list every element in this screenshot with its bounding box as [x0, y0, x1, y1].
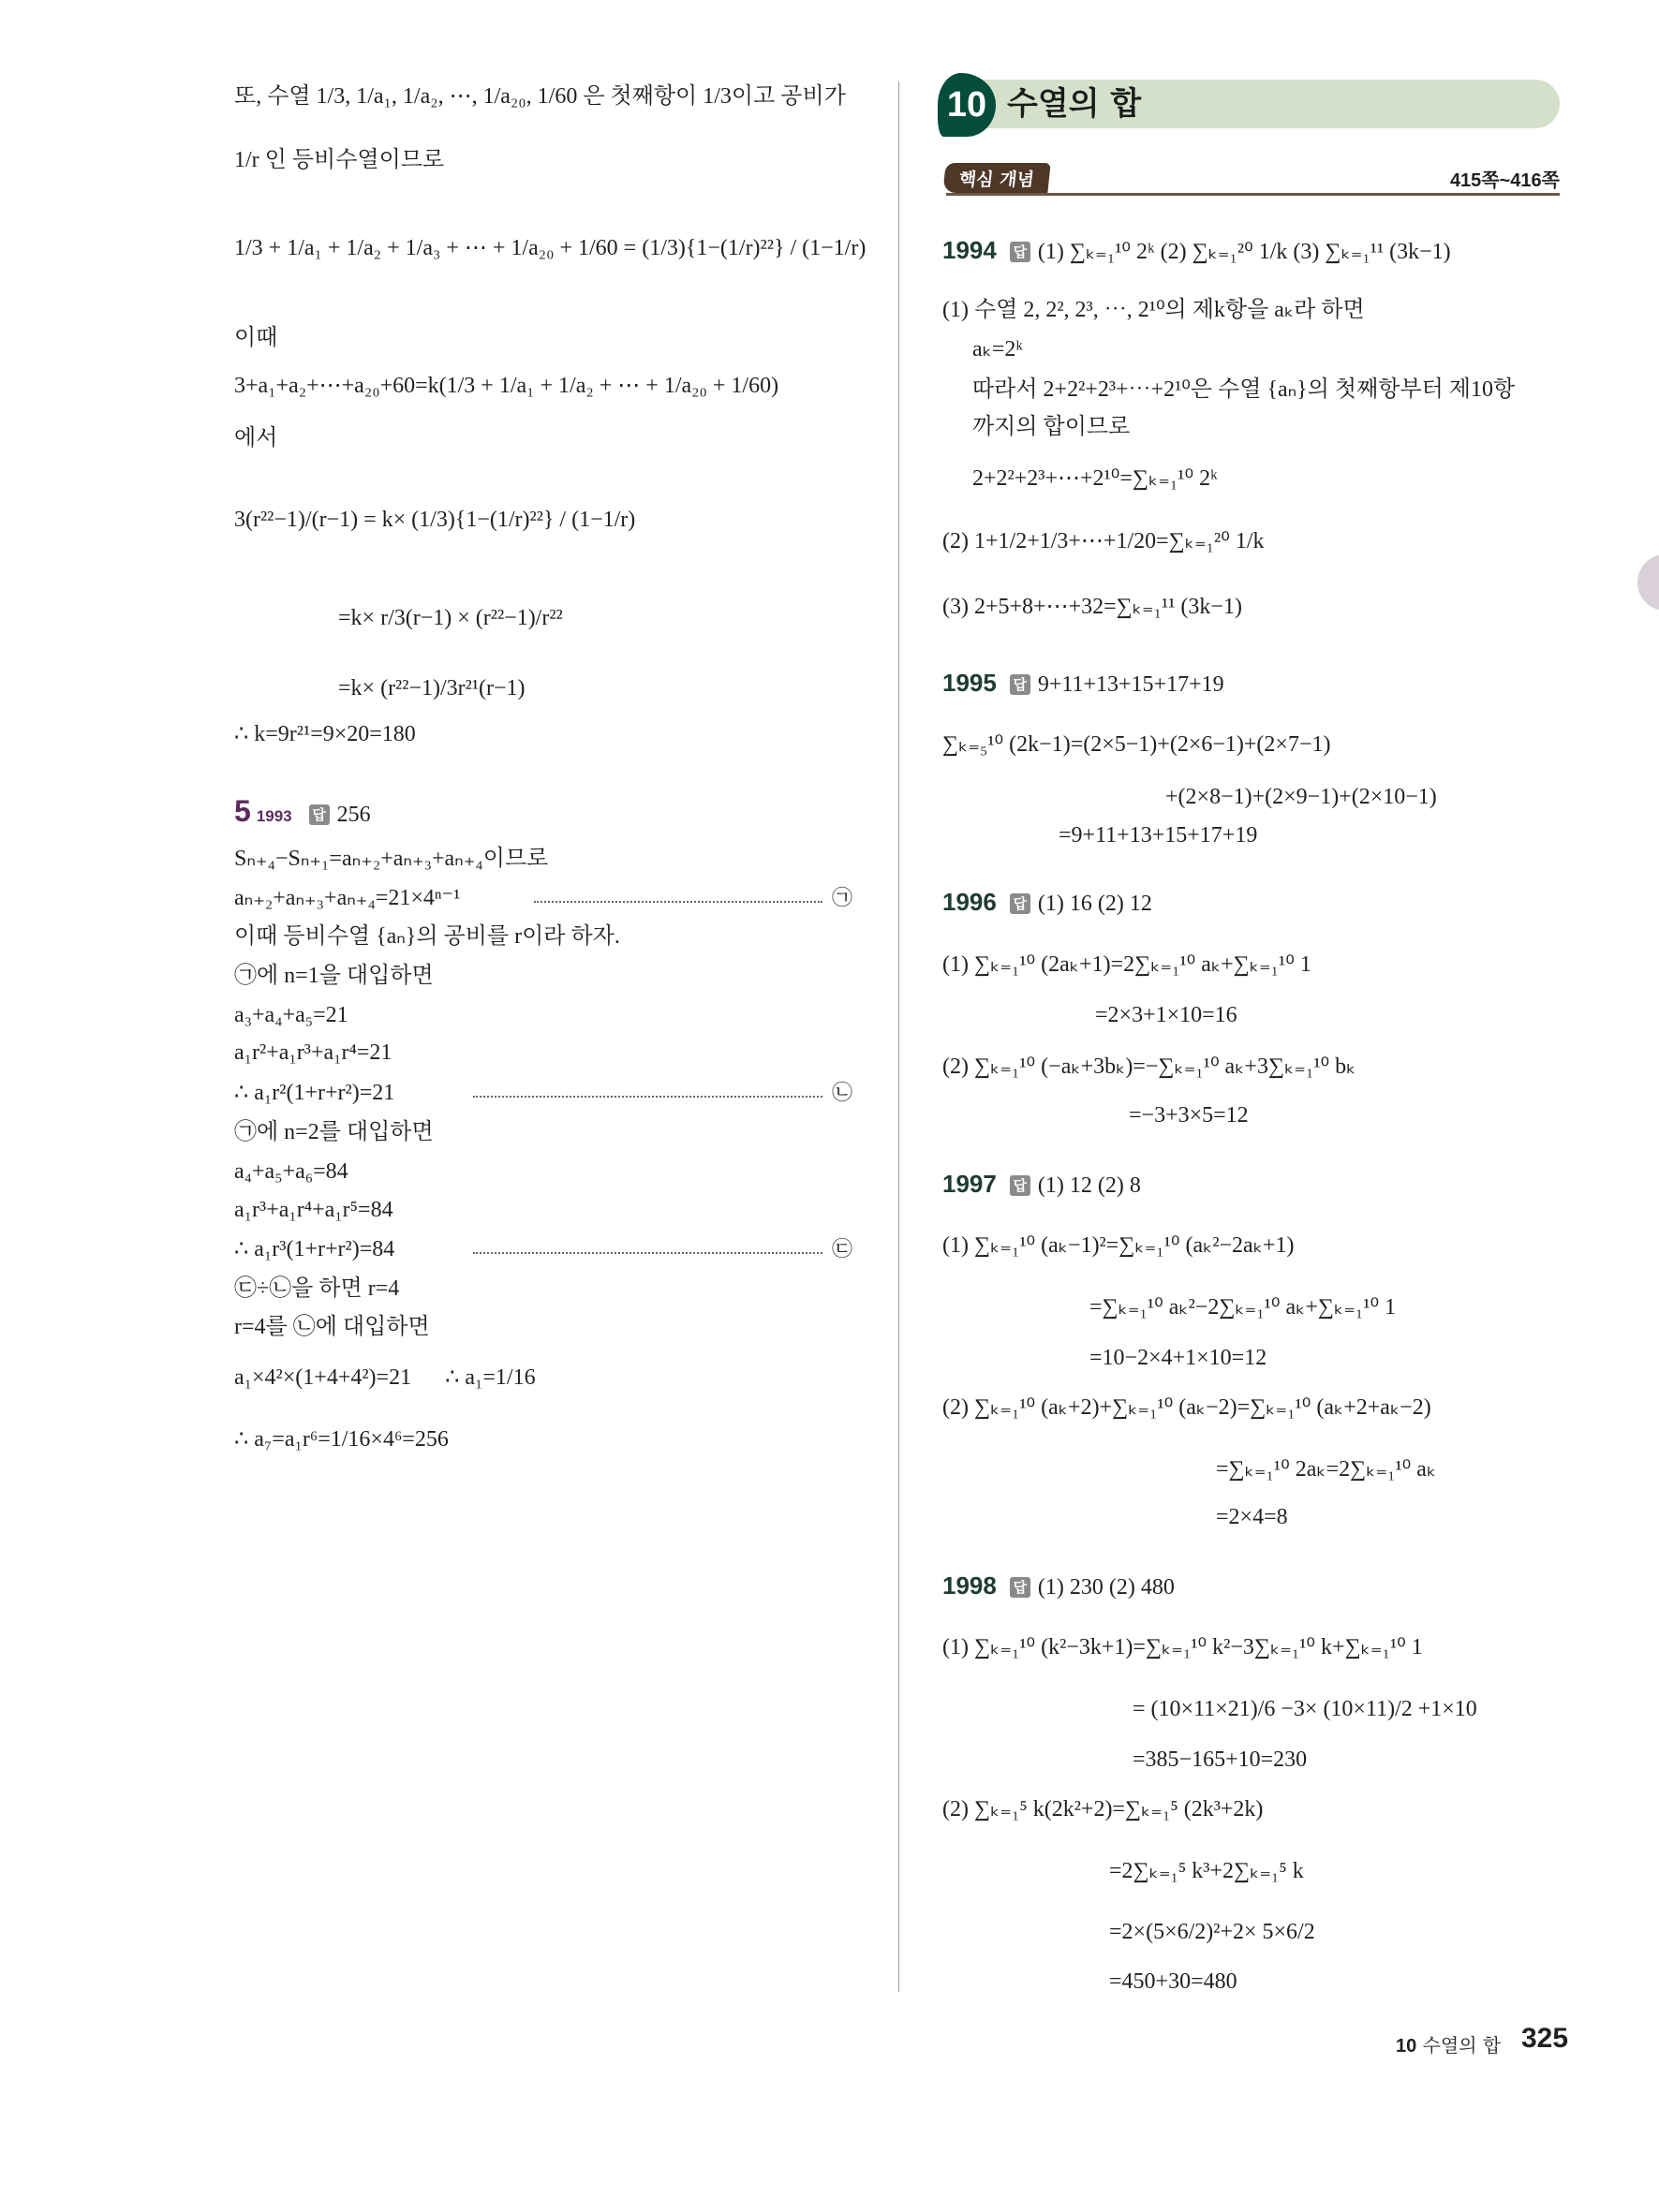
section-tag: 핵심 개념	[942, 163, 1050, 193]
equation-line: a₁r²+a₁r³+a₁r⁴=21	[234, 1040, 393, 1065]
chapter-number: 10	[938, 73, 996, 137]
problem-id: 1993	[256, 807, 292, 825]
problem-number: 1998	[942, 1571, 997, 1600]
equation-line: =k× (r²²−1)/3r²¹(r−1)	[338, 676, 526, 700]
equation-line: (2) 1+1/2+1/3+⋯+1/20=∑ₖ₌₁²⁰ 1/k	[942, 529, 1265, 553]
answer: 256	[336, 803, 371, 827]
text-line: ㉢÷㉡을 하면 r=4	[234, 1276, 400, 1301]
problem-number: 1997	[942, 1170, 997, 1198]
equation-line: a₁r³+a₁r⁴+a₁r⁵=84	[234, 1198, 393, 1222]
equation-line: =k× r/3(r−1) × (r²²−1)/r²²	[338, 606, 563, 630]
circled-mark: ㉢	[832, 1237, 853, 1261]
equation-line: a₄+a₅+a₆=84	[234, 1159, 348, 1184]
answer: 9+11+13+15+17+19	[1037, 672, 1224, 697]
text-line: r=4를 ㉡에 대입하면	[234, 1315, 430, 1339]
answer: (1) ∑ₖ₌₁¹⁰ 2ᵏ (2) ∑ₖ₌₁²⁰ 1/k (3) ∑ₖ₌₁¹¹ (3k−1)	[1037, 240, 1451, 264]
equation-line: =2×4=8	[1216, 1505, 1288, 1529]
equation-line: (1) ∑ₖ₌₁¹⁰ (aₖ−1)²=∑ₖ₌₁¹⁰ (aₖ²−2aₖ+1)	[942, 1233, 1295, 1258]
equation-line: Sₙ₊₄−Sₙ₊₁=aₙ₊₂+aₙ₊₃+aₙ₊₄이므로	[234, 847, 549, 871]
answer: (1) 16 (2) 12	[1037, 892, 1152, 916]
text-line: 까지의 합이므로	[972, 415, 1131, 439]
dotted-leader	[473, 1252, 822, 1254]
equation-line: +(2×8−1)+(2×9−1)+(2×10−1)	[1165, 785, 1437, 809]
answer-badge: 답	[1010, 674, 1030, 695]
chapter-title: 수열의 합	[1007, 85, 1142, 123]
problem-number: 1996	[942, 888, 997, 916]
answer: (1) 230 (2) 480	[1037, 1575, 1175, 1600]
text-line: ㉠에 n=1을 대입하면	[234, 964, 434, 988]
equation-line: (1) ∑ₖ₌₁¹⁰ (2aₖ+1)=2∑ₖ₌₁¹⁰ aₖ+∑ₖ₌₁¹⁰ 1	[942, 952, 1311, 977]
equation-line: =10−2×4+1×10=12	[1089, 1346, 1267, 1370]
text-line: 1/r 인 등비수열이므로	[234, 148, 445, 172]
text-line: 따라서 2+2²+2³+⋯+2¹⁰은 수열 {aₙ}의 첫째항부터 제10항	[972, 377, 1516, 402]
dotted-leader	[534, 901, 822, 903]
equation-line: 3(r²²−1)/(r−1) = k× (1/3){1−(1/r)²²} / (1−1/r)	[234, 508, 636, 532]
problem-header-1993	[234, 794, 881, 829]
problem-header-1995	[942, 669, 1224, 700]
equation-line: =∑ₖ₌₁¹⁰ 2aₖ=2∑ₖ₌₁¹⁰ aₖ	[1216, 1457, 1437, 1482]
problem-number: 5	[234, 794, 251, 828]
column-divider	[898, 81, 899, 1992]
equation-line: a₁×4²×(1+4+4²)=21 ∴ a₁=1/16	[234, 1365, 536, 1390]
text-line: 이때 등비수열 {aₙ}의 공비를 r이라 하자.	[234, 924, 620, 949]
equation-line: 3+a₁+a₂+⋯+a₂₀+60=k(1/3 + 1/a₁ + 1/a₂ + ⋯ + 1/a₂₀ + 1/60)	[234, 374, 779, 398]
answer-badge: 답	[1010, 893, 1030, 914]
equation-line: =385−165+10=230	[1133, 1747, 1308, 1772]
answer-badge: 답	[1010, 1577, 1030, 1598]
equation-line: aₖ=2ᵏ	[972, 337, 1023, 361]
chapter-edge-tab	[1637, 554, 1659, 611]
circled-mark: ㉡	[832, 1081, 853, 1104]
circled-mark: ㉠	[832, 886, 853, 909]
equation-line: ∴ a₁r³(1+r+r²)=84	[234, 1237, 395, 1261]
equation-line: =2∑ₖ₌₁⁵ k³+2∑ₖ₌₁⁵ k	[1109, 1859, 1304, 1883]
equation-line: aₙ₊₂+aₙ₊₃+aₙ₊₄=21×4ⁿ⁻¹	[234, 886, 461, 910]
answer-badge: 답	[1010, 1175, 1030, 1196]
equation-line: =450+30=480	[1109, 1969, 1237, 1994]
equation-line: 2+2²+2³+⋯+2¹⁰=∑ₖ₌₁¹⁰ 2ᵏ	[972, 466, 1218, 491]
equation-line: ∑ₖ₌₅¹⁰ (2k−1)=(2×5−1)+(2×6−1)+(2×7−1)	[942, 732, 1331, 757]
equation-line: = (10×11×21)/6 −3× (10×11)/2 +1×10	[1133, 1697, 1477, 1721]
equation-line: (2) ∑ₖ₌₁¹⁰ (−aₖ+3bₖ)=−∑ₖ₌₁¹⁰ aₖ+3∑ₖ₌₁¹⁰ bₖ	[942, 1054, 1356, 1079]
equation-line: 1/3 + 1/a₁ + 1/a₂ + 1/a₃ + ⋯ + 1/a₂₀ + 1/60 = (1/3){1−(1/r)²²} / (1−1/r)	[234, 236, 867, 260]
problem-header-1998	[942, 1571, 1175, 1603]
equation-line: (2) ∑ₖ₌₁⁵ k(2k²+2)=∑ₖ₌₁⁵ (2k³+2k)	[942, 1797, 1264, 1821]
equation-line: ∴ k=9r²¹=9×20=180	[234, 722, 416, 746]
text-line: ㉠에 n=2를 대입하면	[234, 1120, 434, 1144]
equation-line: =∑ₖ₌₁¹⁰ aₖ²−2∑ₖ₌₁¹⁰ aₖ+∑ₖ₌₁¹⁰ 1	[1089, 1295, 1397, 1320]
page-range: 415쪽~416쪽	[1449, 170, 1560, 191]
text-line: 또, 수열 1/3, 1/a₁, 1/a₂, ⋯, 1/a₂₀, 1/60 은 첫째항이 1/3이고 공비가	[234, 84, 846, 109]
equation-line: (2) ∑ₖ₌₁¹⁰ (aₖ+2)+∑ₖ₌₁¹⁰ (aₖ−2)=∑ₖ₌₁¹⁰ (aₖ+2+aₖ−2)	[942, 1395, 1431, 1420]
page-number: 325	[1521, 2023, 1569, 2054]
problem-header-1997	[942, 1170, 1141, 1202]
text-line: 이때	[234, 326, 278, 350]
problem-header-1994	[942, 236, 1451, 268]
equation-line: =2×(5×6/2)²+2× 5×6/2	[1109, 1920, 1315, 1944]
equation-line: =2×3+1×10=16	[1095, 1003, 1237, 1027]
footer-chapter-number: 10	[1396, 2036, 1417, 2057]
equation-line: ∴ a₇=a₁r⁶=1/16×4⁶=256	[234, 1427, 449, 1452]
dotted-leader	[473, 1096, 822, 1098]
footer-chapter	[1396, 2030, 1501, 2057]
equation-line: =9+11+13+15+17+19	[1059, 823, 1258, 848]
problem-number: 1995	[942, 669, 997, 697]
answer: (1) 12 (2) 8	[1037, 1173, 1141, 1198]
equation-line: (3) 2+5+8+⋯+32=∑ₖ₌₁¹¹ (3k−1)	[942, 595, 1242, 619]
equation-line: (1) ∑ₖ₌₁¹⁰ (k²−3k+1)=∑ₖ₌₁¹⁰ k²−3∑ₖ₌₁¹⁰ k+∑ₖ₌₁¹⁰ 1	[942, 1635, 1423, 1659]
section-rule	[946, 193, 1560, 196]
answer-badge: 답	[309, 804, 330, 825]
answer-badge: 답	[1010, 242, 1030, 262]
equation-line: a₃+a₄+a₅=21	[234, 1003, 348, 1027]
text-line: 에서	[234, 426, 278, 450]
text-line: (1) 수열 2, 2², 2³, ⋯, 2¹⁰의 제k항을 aₖ라 하면	[942, 298, 1365, 322]
equation-line: =−3+3×5=12	[1129, 1103, 1249, 1128]
equation-line: ∴ a₁r²(1+r+r²)=21	[234, 1081, 395, 1105]
problem-number: 1994	[942, 236, 997, 264]
problem-header-1996	[942, 888, 1152, 920]
footer-chapter-title: 수열의 합	[1422, 2034, 1502, 2057]
